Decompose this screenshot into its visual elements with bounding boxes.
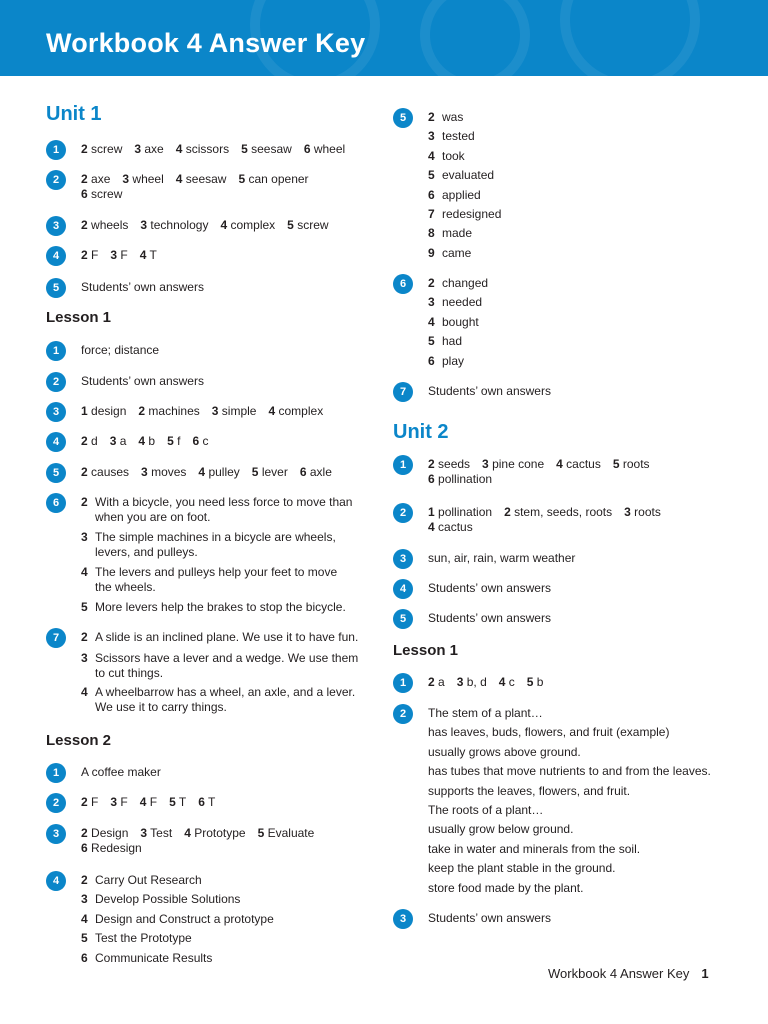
answer-line [81, 465, 332, 480]
item-answer: roots [630, 505, 661, 519]
item-number: 9 [428, 245, 435, 260]
answer-text: A coffee maker [81, 765, 161, 779]
answer-line [81, 248, 157, 263]
answer-line [81, 142, 345, 157]
question-number-badge: 2 [393, 704, 413, 724]
question-number-badge: 3 [46, 824, 66, 844]
item-answer: The levers and pulleys help your feet to move [95, 565, 338, 579]
answer-line [81, 187, 122, 202]
item-number: 3 [109, 434, 117, 448]
answer-line: The roots of a plant… [428, 803, 544, 817]
item-number: 2 [81, 434, 88, 448]
answer-text: Students’ own answers [428, 911, 551, 925]
question-number-badge: 2 [46, 170, 66, 190]
answer-line [81, 404, 323, 419]
item-answer: cactus [434, 520, 473, 534]
item-answer: play [442, 353, 465, 368]
question-number-badge: 2 [46, 793, 66, 813]
item-number: 3 [140, 218, 148, 232]
item-answer: b [145, 434, 156, 448]
page-title: Workbook 4 Answer Key [46, 28, 366, 58]
item-number: 6 [192, 434, 200, 448]
item-answer: seeds [434, 457, 471, 471]
item-number: 2 [504, 505, 511, 519]
item-number: 4 [220, 218, 228, 232]
answer-line: has leaves, buds, flowers, and fruit (example) [428, 725, 670, 740]
answer-line [81, 841, 142, 856]
item-number: 5 [241, 142, 248, 156]
item-number: 6 [428, 353, 435, 368]
answer-line [428, 505, 661, 520]
item-answer: tested [442, 129, 475, 144]
item-number: 3 [456, 675, 464, 689]
item-answer: design [87, 404, 127, 418]
footer-label: Workbook 4 Answer Key [548, 966, 690, 981]
item-number: 3 [134, 142, 142, 156]
item-answer: levers, and pulleys. [95, 545, 198, 559]
item-number: 3 [81, 892, 88, 907]
item-number: 6 [81, 950, 88, 965]
item-answer: F [117, 795, 128, 809]
item-answer: was [442, 110, 464, 124]
item-number: 2 [428, 675, 435, 689]
answer-list-item [81, 873, 202, 888]
item-answer: screw [87, 187, 123, 201]
answer-text: Students’ own answers [428, 611, 551, 625]
answer-line [81, 795, 215, 810]
item-number: 4 [428, 148, 435, 163]
item-answer: b [533, 675, 544, 689]
item-number: 4 [428, 520, 435, 534]
item-answer: A wheelbarrow has a wheel, an axle, and a lever. [95, 685, 356, 699]
item-number: 4 [175, 172, 183, 186]
answer-list-item [428, 226, 472, 241]
item-number: 5 [169, 795, 176, 809]
item-number: 6 [299, 465, 307, 479]
question-number-badge: 5 [46, 463, 66, 483]
question-number-badge: 7 [393, 382, 413, 402]
answer-list-item [428, 168, 494, 183]
item-answer: T [204, 795, 216, 809]
item-answer: Test [147, 826, 173, 840]
question-number-badge: 3 [46, 402, 66, 422]
item-answer: applied [442, 187, 481, 202]
item-answer: We use it to carry things. [95, 700, 227, 714]
item-answer: needed [442, 295, 483, 310]
item-answer: T [175, 795, 187, 809]
item-answer: Design [87, 826, 129, 840]
item-answer: seesaw [247, 142, 292, 156]
question-number-badge: 3 [393, 909, 413, 929]
question-number-badge: 4 [393, 579, 413, 599]
answer-line [81, 218, 329, 233]
item-number: 6 [303, 142, 311, 156]
answer-list-item [428, 188, 481, 203]
answer-line: store food made by the plant. [428, 880, 584, 895]
item-number: 3 [81, 530, 88, 544]
answer-line: take in water and minerals from the soil. [428, 841, 641, 856]
item-number: 4 [184, 826, 191, 840]
item-answer: Develop Possible Solutions [95, 892, 241, 907]
item-answer: made [442, 226, 473, 241]
item-number: 5 [81, 931, 88, 946]
question-number-badge: 7 [46, 628, 66, 648]
item-answer: when you are on foot. [95, 510, 211, 524]
answer-list-item [428, 295, 482, 310]
item-answer: A slide is an inclined plane. We use it to have fun. [95, 630, 359, 644]
item-number: 2 [428, 110, 435, 124]
answer-list-item [81, 495, 352, 525]
item-number: 5 [428, 168, 435, 183]
answer-text: sun, air, rain, warm weather [428, 551, 576, 565]
answer-line: usually grows above ground. [428, 744, 581, 759]
item-number: 5 [167, 434, 174, 448]
item-answer: can opener [245, 172, 309, 186]
item-answer: Prototype [190, 826, 246, 840]
item-number: 2 [81, 630, 88, 644]
item-number: 3 [141, 465, 148, 479]
item-number: 4 [139, 795, 147, 809]
answer-list-item [428, 276, 488, 291]
answer-list-item [81, 565, 337, 595]
item-answer: c [199, 434, 209, 448]
item-answer: wheels [87, 218, 129, 232]
item-number: 6 [198, 795, 205, 809]
item-number: 5 [428, 334, 435, 349]
question-number-badge: 5 [46, 278, 66, 298]
item-answer: had [442, 334, 463, 349]
answer-list-item [428, 315, 479, 330]
item-number: 4 [428, 314, 435, 329]
item-number: 3 [624, 505, 631, 519]
item-number: 3 [140, 826, 148, 840]
item-answer: technology [147, 218, 209, 232]
item-answer: More levers help the brakes to stop the bicycle. [95, 600, 346, 614]
item-number: 3 [428, 295, 435, 310]
item-answer: to cut things. [95, 666, 164, 680]
item-number: 5 [612, 457, 620, 471]
item-number: 5 [81, 600, 88, 614]
question-number-badge: 6 [46, 493, 66, 513]
item-number: 3 [81, 651, 88, 665]
question-number-badge: 5 [393, 108, 413, 128]
answer-line [428, 520, 473, 535]
item-number: 4 [556, 457, 563, 471]
item-number: 2 [138, 404, 146, 418]
question-number-badge: 3 [393, 549, 413, 569]
item-answer: evaluated [442, 168, 495, 183]
item-number: 3 [482, 457, 489, 471]
item-answer: F [87, 795, 99, 809]
page-footer [548, 966, 709, 981]
item-number: 1 [81, 404, 88, 418]
item-answer: roots [619, 457, 650, 471]
item-number: 4 [81, 911, 88, 926]
answer-line [428, 457, 650, 472]
answer-line [81, 172, 309, 187]
answer-list-item [428, 149, 465, 164]
question-number-badge: 5 [393, 609, 413, 629]
answer-text: force; distance [81, 343, 160, 357]
lesson-1-title: Lesson 1 [46, 309, 112, 326]
item-answer: pollination [434, 472, 493, 486]
answer-text: Students’ own answers [81, 280, 204, 294]
item-answer: Scissors have a lever and a wedge. We use them [95, 651, 359, 665]
question-number-badge: 2 [393, 503, 413, 523]
unit-2-lesson-1-title: Lesson 1 [393, 642, 459, 659]
item-answer: redesigned [442, 207, 502, 221]
item-number: 5 [251, 465, 259, 479]
item-answer: pollination [434, 505, 493, 519]
item-number: 4 [138, 434, 146, 448]
answer-text: Students’ own answers [81, 374, 204, 388]
answer-list-item [81, 892, 240, 907]
item-answer: b, d [463, 675, 487, 689]
item-number: 2 [428, 457, 435, 471]
answer-list-item [81, 630, 358, 645]
globe-decoration-icon [420, 0, 530, 76]
item-number: 2 [81, 826, 88, 840]
answer-line: supports the leaves, flowers, and fruit. [428, 783, 631, 798]
item-number: 3 [122, 172, 130, 186]
item-answer: wheel [129, 172, 164, 186]
question-number-badge: 1 [46, 140, 66, 160]
item-number: 2 [81, 172, 88, 186]
item-number: 7 [428, 207, 435, 221]
item-answer: axe [141, 142, 164, 156]
answer-list-item [81, 951, 212, 966]
item-number: 4 [81, 565, 88, 579]
item-number: 5 [287, 218, 294, 232]
item-answer: With a bicycle, you need less force to move than [95, 495, 353, 509]
question-number-badge: 4 [46, 432, 66, 452]
answer-list-item [81, 912, 274, 927]
question-number-badge: 3 [46, 216, 66, 236]
question-number-badge: 1 [393, 673, 413, 693]
item-number: 2 [428, 276, 435, 290]
item-answer: f [173, 434, 181, 448]
answer-list-item [428, 110, 463, 125]
globe-decoration-icon [560, 0, 700, 76]
item-answer: changed [442, 276, 489, 290]
item-answer: Design and Construct a prototype [95, 911, 274, 926]
unit-1-title: Unit 1 [46, 103, 102, 125]
answer-line [81, 826, 314, 841]
unit-2-title: Unit 2 [393, 421, 449, 443]
item-answer: Test the Prototype [95, 931, 192, 946]
page-number: 1 [701, 966, 709, 981]
item-answer: screw [293, 218, 329, 232]
item-answer: bought [442, 314, 479, 329]
answer-text: Students’ own answers [428, 384, 551, 398]
item-answer: a [116, 434, 127, 448]
item-answer: machines [145, 404, 200, 418]
answer-line: usually grow below ground. [428, 822, 574, 837]
item-number: 4 [498, 675, 506, 689]
item-answer: F [87, 248, 99, 262]
answer-line: The stem of a plant… [428, 706, 543, 720]
question-number-badge: 2 [46, 372, 66, 392]
item-number: 2 [81, 873, 88, 887]
item-answer: wheel [310, 142, 346, 156]
item-answer: moves [147, 465, 187, 479]
item-answer: stem, seeds, roots [510, 505, 613, 519]
item-number: 2 [81, 465, 88, 479]
item-number: 4 [139, 248, 147, 262]
item-answer: F [117, 248, 128, 262]
item-number: 1 [428, 505, 435, 519]
item-number: 5 [238, 172, 246, 186]
item-number: 8 [428, 226, 435, 241]
answer-line [428, 675, 543, 690]
item-number: 2 [81, 142, 88, 156]
answer-list-item [81, 931, 192, 946]
answer-line: keep the plant stable in the ground. [428, 861, 616, 876]
item-answer: scissors [182, 142, 230, 156]
item-answer: a [434, 675, 445, 689]
item-answer: axe [87, 172, 111, 186]
lesson-2-title: Lesson 2 [46, 732, 112, 749]
answer-list-item [81, 685, 355, 715]
answer-list-item [428, 207, 501, 222]
item-number: 6 [81, 841, 88, 855]
item-answer: c [505, 675, 515, 689]
item-number: 4 [198, 465, 206, 479]
answer-list-item [81, 600, 346, 615]
item-number: 4 [175, 142, 183, 156]
item-number: 4 [268, 404, 276, 418]
item-answer: T [146, 248, 157, 262]
item-number: 6 [81, 187, 88, 201]
item-number: 2 [81, 495, 88, 509]
item-number: 6 [428, 187, 435, 202]
item-answer: causes [87, 465, 130, 479]
item-answer: Carry Out Research [95, 873, 202, 887]
item-answer: seesaw [182, 172, 227, 186]
item-number: 2 [81, 218, 88, 232]
question-number-badge: 1 [46, 763, 66, 783]
item-number: 5 [526, 675, 534, 689]
item-answer: came [442, 245, 472, 260]
header-banner [0, 0, 768, 76]
item-number: 2 [81, 795, 88, 809]
question-number-badge: 6 [393, 274, 413, 294]
answer-text: Students’ own answers [428, 581, 551, 595]
item-answer: the wheels. [95, 580, 156, 594]
item-number: 3 [110, 248, 118, 262]
question-number-badge: 1 [46, 341, 66, 361]
item-answer: d [87, 434, 98, 448]
item-answer: The simple machines in a bicycle are wheels, [95, 530, 336, 544]
item-answer: took [442, 148, 465, 163]
item-answer: simple [218, 404, 257, 418]
item-answer: complex [275, 404, 324, 418]
answer-list-item [428, 354, 464, 369]
item-answer: pine cone [488, 457, 545, 471]
question-number-badge: 4 [46, 871, 66, 891]
answer-line: has tubes that move nutrients to and from the leaves. [428, 764, 711, 779]
item-number: 2 [81, 248, 88, 262]
item-number: 3 [110, 795, 118, 809]
answer-list-item [428, 246, 471, 261]
item-answer: Evaluate [264, 826, 315, 840]
item-answer: cactus [562, 457, 601, 471]
item-answer: axle [306, 465, 332, 479]
answer-line [81, 434, 209, 449]
answer-line [428, 472, 492, 487]
item-answer: Redesign [87, 841, 142, 855]
answer-list-item [81, 530, 336, 560]
item-answer: lever [258, 465, 288, 479]
item-number: 3 [428, 129, 435, 144]
item-answer: screw [87, 142, 123, 156]
item-number: 4 [81, 685, 88, 699]
item-answer: F [146, 795, 158, 809]
question-number-badge: 1 [393, 455, 413, 475]
item-answer: complex [227, 218, 276, 232]
answer-list-item [428, 129, 475, 144]
item-number: 3 [211, 404, 219, 418]
item-answer: Communicate Results [95, 950, 213, 965]
answer-list-item [81, 651, 358, 681]
question-number-badge: 4 [46, 246, 66, 266]
item-number: 6 [428, 472, 435, 486]
answer-list-item [428, 334, 462, 349]
item-number: 5 [257, 826, 265, 840]
item-answer: pulley [205, 465, 240, 479]
